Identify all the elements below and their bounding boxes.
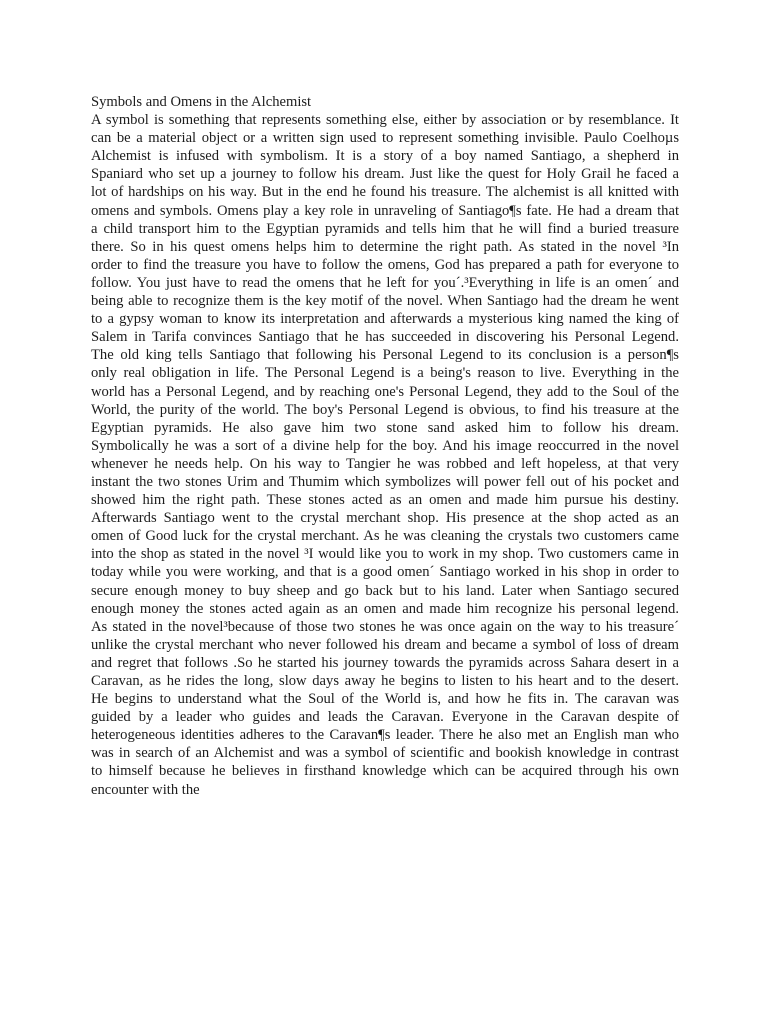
text-line: Egyptian pyramids. He also gave him two stone sand asked him to follow his dream. [91, 419, 679, 436]
text-line: to a gypsy woman to know its interpretation and afterwards a mysterious king named the king of [91, 311, 679, 328]
text-line: As stated in the novel³because of those two stones he was once again on the way to his treasure´ [91, 618, 679, 635]
text-line: unlike the crystal merchant who never followed his dream and became a symbol of loss of dream [91, 636, 679, 653]
text-line: guided by a leader who guides and leads the Caravan. Everyone in the Caravan despite of [91, 709, 679, 726]
text-line: secure enough money to buy sheep and go back but to his land. Later when Santiago secured [91, 582, 679, 599]
text-line: being able to recognize them is the key motif of the novel. When Santiago had the dream he went [91, 293, 679, 310]
text-line: Afterwards Santiago went to the crystal merchant shop. His presence at the shop acted as an [91, 510, 679, 527]
text-line: showed him the right path. These stones acted as an omen and made him pursue his destiny. [91, 492, 679, 509]
text-line: World, the purity of the world. The boy's Personal Legend is obvious, to find his treasure at the [91, 401, 679, 418]
text-line: only real obligation in life. The Personal Legend is a being's reason to live. Everything in the [91, 365, 679, 382]
text-line: into the shop as stated in the novel ³I would like you to work in my shop. Two customers came in [91, 546, 679, 563]
text-line: whenever he needs help. On his way to Tangier he was robbed and left hopeless, at that very [91, 455, 679, 472]
document-body [91, 93, 679, 799]
text-line: A symbol is something that represents something else, either by association or by resemblance. It [91, 112, 679, 129]
text-line: lot of hardships on his way. But in the end he found his treasure. The alchemist is all knitted with [91, 184, 679, 201]
text-line: can be a material object or a written sign used to represent something invisible. Paulo Coelhoµs [91, 130, 679, 147]
text-line: was in search of an Alchemist and was a symbol of scientific and bookish knowledge in contrast [91, 745, 679, 762]
text-line: world has a Personal Legend, and by reaching one's Personal Legend, they add to the Soul of the [91, 383, 679, 400]
text-line: instant the two stones Urim and Thumim which symbolizes will power fell out of his pocket and [91, 473, 679, 490]
text-line: He begins to understand what the Soul of the World is, and how he fits in. The caravan was [91, 691, 679, 708]
text-line: Alchemist is infused with symbolism. It is a story of a boy named Santiago, a shepherd in [91, 148, 679, 165]
text-line: omen of Good luck for the crystal merchant. As he was cleaning the crystals two customers came [91, 528, 679, 545]
text-line: Spaniard who set up a journey to follow his dream. Just like the quest for Holy Grail he faced a [91, 166, 679, 183]
text-line: order to find the treasure you have to follow the omens, God has prepared a path for everyone to [91, 256, 679, 273]
text-line: omens and symbols. Omens play a key role in unraveling of Santiago¶s fate. He had a dream that [91, 202, 679, 219]
text-line: encounter with the [91, 781, 200, 798]
text-line: enough money the stones acted again as an omen and made him recognize his personal legend. [91, 600, 679, 617]
paragraph [91, 111, 679, 799]
text-line: Symbolically he was a sort of a divine help for the boy. And his image reoccurred in the novel [91, 437, 679, 454]
text-line: today while you were working, and that is a good omen´ Santiago worked in his shop in order to [91, 564, 679, 581]
text-line: heterogeneous identities adheres to the Caravan¶s leader. There he also met an English man who [91, 727, 679, 744]
text-line: and regret that follows .So he started his journey towards the pyramids across Sahara desert in a [91, 654, 679, 671]
text-line: to himself because he believes in firsthand knowledge which can be acquired through his own [91, 763, 679, 780]
text-line: there. So in his quest omens helps him to determine the right path. As stated in the novel ³In [91, 238, 679, 255]
document-title: Symbols and Omens in the Alchemist [91, 94, 312, 110]
text-line: follow. You just have to read the omens that he left for you´.³Everything in life is an omen´ and [91, 274, 679, 291]
text-line: The old king tells Santiago that following his Personal Legend to its conclusion is a person¶s [91, 347, 679, 364]
text-line: Salem in Tarifa convinces Santiago that he has succeeded in discovering his Personal Legend. [91, 329, 679, 346]
text-line: Caravan, as he rides the long, slow days away he begins to listen to his heart and to the desert. [91, 673, 679, 689]
text-line: a child transport him to the Egyptian pyramids and tells him that he will find a buried treasure [91, 220, 679, 237]
